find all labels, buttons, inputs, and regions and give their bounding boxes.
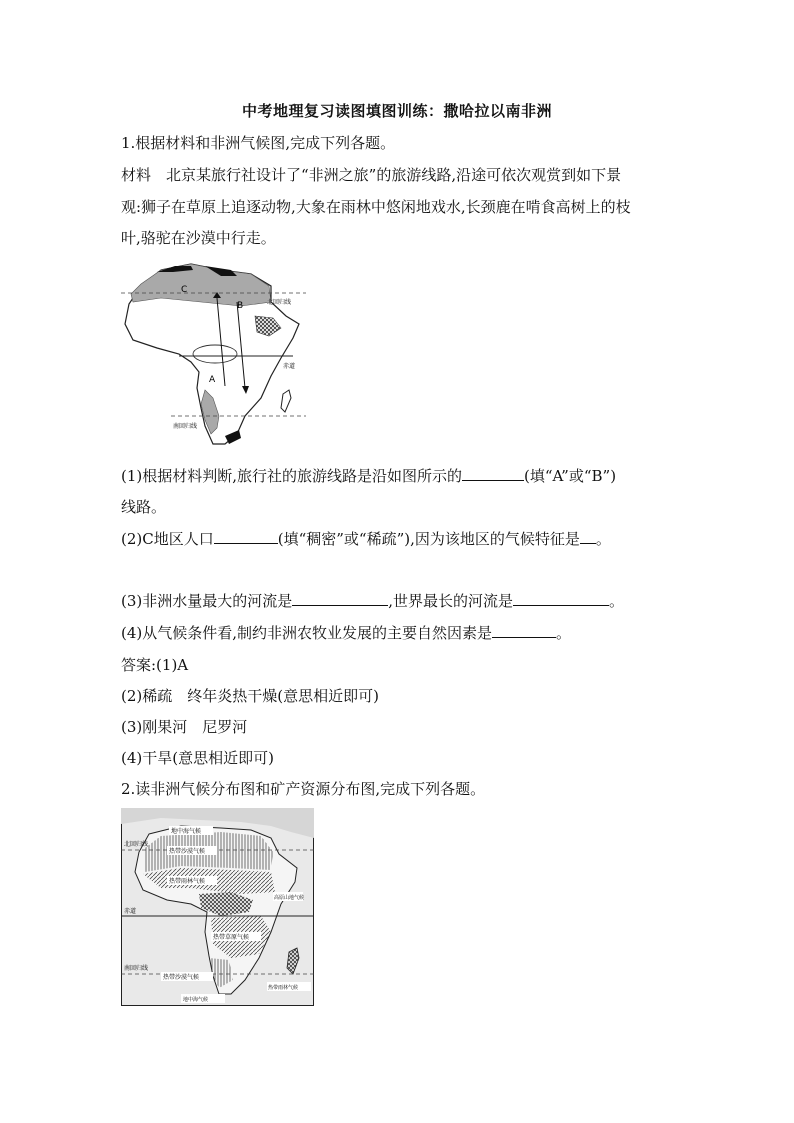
label-tropic-south: 南回归线 xyxy=(173,423,198,430)
label-a: A xyxy=(209,375,216,385)
q1-sub1-hint: (填“A”或“B”) xyxy=(524,467,617,485)
q1-sub3-blank-1[interactable] xyxy=(292,591,388,606)
q1-sub3-text: (3)非洲水量最大的河流是 xyxy=(121,592,293,610)
q1-sub2-blank-1[interactable] xyxy=(214,529,278,544)
q1-material-line-2: 观:狮子在草原上追逐动物,大象在雨林中悠闲地戏水,长颈鹿在啃食高树上的枝 xyxy=(121,198,631,216)
map2-label-mediterranean-bottom: 地中海气候 xyxy=(183,997,209,1003)
q1-sub1-line-2: 线路。 xyxy=(121,498,167,516)
q2-stem: 2.读非洲气候分布图和矿产资源分布图,完成下列各题。 xyxy=(121,780,486,798)
q1-sub2-hint: (填“稠密”或“稀疏”),因为该地区的气候特征是 xyxy=(277,530,580,548)
q1-sub4-end: 。 xyxy=(556,624,572,642)
map2-label-desert: 热带沙漠气候 xyxy=(169,848,206,855)
q1-sub4-blank[interactable] xyxy=(492,623,556,638)
q1-sub4-text: (4)从气候条件看,制约非洲农牧业发展的主要自然因素是 xyxy=(121,624,493,642)
map2-label-tropic-south: 南回归线 xyxy=(124,965,149,972)
label-tropic-north: 北回归线 xyxy=(267,299,292,306)
q1-stem: 1.根据材料和非洲气候图,完成下列各题。 xyxy=(121,134,396,152)
map2-label-savanna: 热带草原气候 xyxy=(213,934,250,941)
q1-sub3-mid: ,世界最长的河流是 xyxy=(388,592,514,610)
q1-sub3-end: 。 xyxy=(609,592,625,610)
map2-label-mediterranean-top: 地中海气候 xyxy=(171,828,202,835)
map2-label-desert-south: 热带沙漠气候 xyxy=(163,974,200,981)
q1-answer-4: (4)干旱(意思相近即可) xyxy=(121,749,274,767)
q1-sub2-text: (2)C地区人口 xyxy=(121,530,214,548)
map2-label-highland: 高原山地气候 xyxy=(274,895,305,901)
q1-sub1-blank[interactable] xyxy=(462,466,524,481)
q1-sub4-line xyxy=(121,623,681,643)
q1-sub1-line xyxy=(121,466,681,486)
label-b: B xyxy=(237,301,244,311)
q1-sub3-line xyxy=(121,591,681,611)
q1-answer-3: (3)刚果河 尼罗河 xyxy=(121,718,248,736)
q1-sub3-blank-2[interactable] xyxy=(513,591,609,606)
q1-material-line-1: 材料 北京某旅行社设计了“非洲之旅”的旅游线路,沿途可依次观赏到如下景 xyxy=(121,166,622,184)
q1-sub2-blank-2[interactable] xyxy=(580,529,596,544)
q1-answer-2: (2)稀疏 终年炎热干燥(意思相近即可) xyxy=(121,687,379,705)
map2-label-madagascar: 热带雨林气候 xyxy=(268,985,299,991)
q1-sub1-text: (1)根据材料判断,旅行社的旅游线路是沿如图所示的 xyxy=(121,467,463,485)
q1-answer-label: 答案:(1)A xyxy=(121,656,189,674)
q1-sub2-end: 。 xyxy=(595,530,611,548)
map2-label-rainforest: 热带雨林气候 xyxy=(169,878,206,885)
label-c: C xyxy=(181,285,188,295)
africa-route-map xyxy=(121,258,306,450)
q1-sub2-line xyxy=(121,529,681,549)
africa-climate-map xyxy=(121,808,314,1006)
map2-label-tropic-north: 北回归线 xyxy=(124,841,149,848)
page-title: 中考地理复习读图填图训练：撒哈拉以南非洲 xyxy=(241,102,552,120)
map2-label-equator: 赤道 xyxy=(124,908,137,915)
q1-material-line-3: 叶,骆驼在沙漠中行走。 xyxy=(121,229,276,247)
label-equator: 赤道 xyxy=(283,363,296,370)
madagascar xyxy=(281,390,291,412)
